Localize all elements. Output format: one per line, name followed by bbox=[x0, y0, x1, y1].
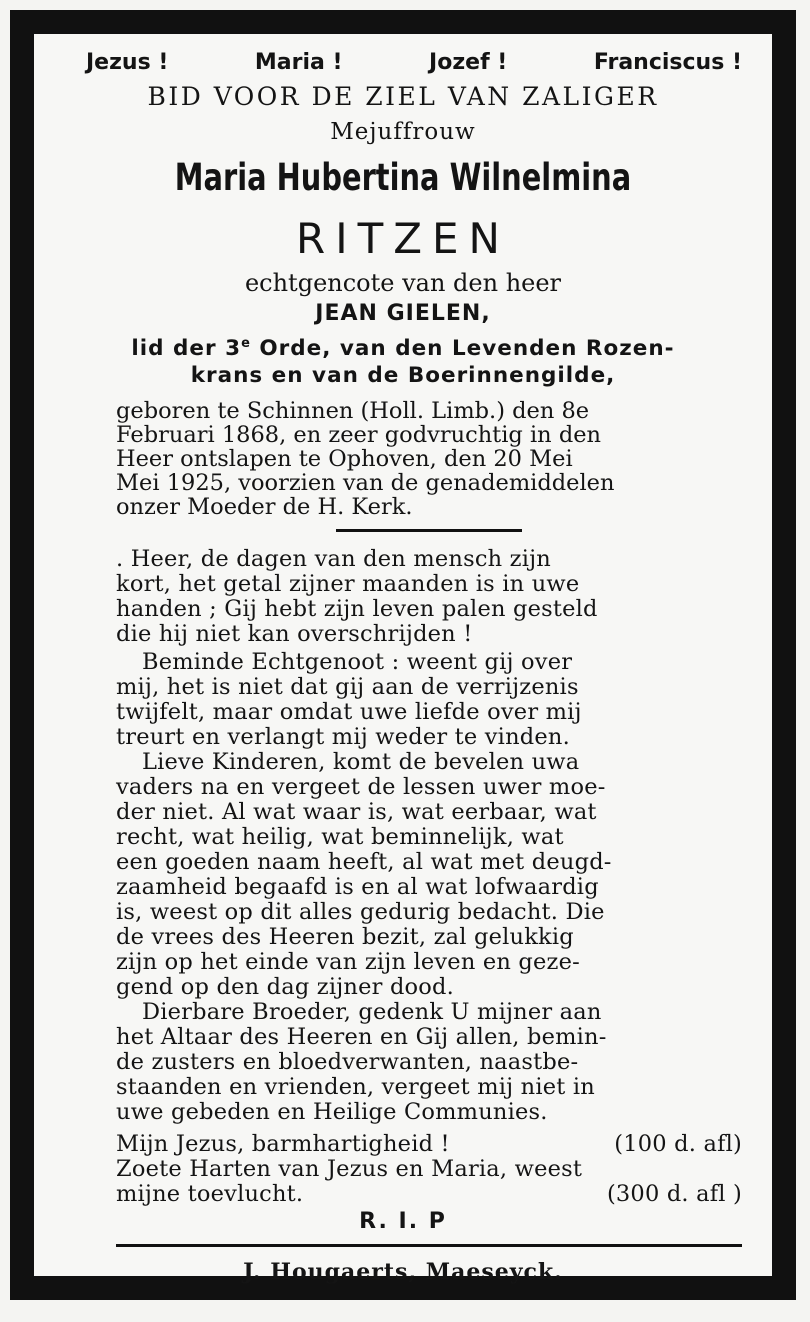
verse-line: Beminde Echtgenoot : weent gij over bbox=[142, 649, 573, 675]
indulgence-2-value: (300 d. afl ) bbox=[606, 1181, 742, 1207]
verse-line: een goeden naam heeft, al wat met deugd- bbox=[116, 849, 612, 875]
verse-line: Dierbare Broeder, gedenk U mijner aan bbox=[142, 999, 602, 1025]
bio-line: geboren te Schinnen (Holl. Limb.) den 8e bbox=[116, 398, 590, 424]
deceased-surname: RITZEN bbox=[296, 214, 510, 263]
verse-line: zijn op het einde van zijn leven en geze- bbox=[116, 949, 580, 975]
divider-short bbox=[336, 529, 522, 532]
verse-line: de vrees des Heeren bezit, zal gelukkig bbox=[116, 924, 574, 950]
verse-line: . Heer, de dagen van den mensch zijn bbox=[116, 546, 551, 572]
prayer-heading: BID VOOR DE ZIEL VAN ZALIGER bbox=[147, 82, 659, 111]
deceased-given-names: Maria Hubertina Wilnelmina bbox=[174, 156, 632, 199]
closing-rip: R. I. P bbox=[359, 1209, 447, 1234]
order-text-pre: lid der 3 bbox=[131, 336, 242, 361]
indulgence-2-text: mijne toevlucht. bbox=[116, 1181, 304, 1207]
mourning-card-border bbox=[10, 10, 796, 1300]
mourning-card bbox=[56, 48, 750, 1285]
invocation-franciscus: Franciscus ! bbox=[593, 50, 742, 75]
order-membership-line-2: krans en van de Boerinnengilde, bbox=[190, 363, 616, 388]
verse-line: staanden en vrienden, vergeet mij niet in bbox=[116, 1074, 595, 1100]
verse-line: recht, wat heilig, wat beminnelijk, wat bbox=[116, 824, 564, 850]
verse-line: treurt en verlangt mij weder te vinden. bbox=[116, 724, 570, 750]
divider-long bbox=[116, 1244, 742, 1247]
bio-line: Mei 1925, voorzien van de genademiddelen bbox=[116, 470, 615, 496]
verse-line: het Altaar des Heeren en Gij allen, bemin- bbox=[116, 1024, 607, 1050]
verse-line: zaamheid begaafd is en al wat lofwaardig bbox=[116, 874, 599, 900]
verse-line: kort, het getal zijner maanden is in uwe bbox=[116, 571, 580, 597]
verse-line: uwe gebeden en Heilige Communies. bbox=[116, 1099, 548, 1125]
verse-line: gend op den dag zijner dood. bbox=[116, 974, 454, 1000]
order-text-post: Orde, van den Levenden Rozen- bbox=[250, 336, 675, 361]
title-mejuffrouw: Mejuffrouw bbox=[330, 119, 476, 145]
spouse-intro: echtgencote van den heer bbox=[244, 269, 562, 297]
verse-line: vaders na en vergeet de lessen uwer moe- bbox=[116, 774, 606, 800]
order-superscript: e bbox=[241, 336, 251, 351]
printer-credit: J. Hougaerts, Maeseyck. bbox=[243, 1259, 563, 1285]
invocation-maria: Maria ! bbox=[254, 50, 343, 75]
verse-line: de zusters en bloedverwanten, naastbe- bbox=[116, 1049, 579, 1075]
invocation-jezus: Jezus ! bbox=[86, 50, 169, 75]
invocations-row bbox=[56, 50, 750, 75]
indulgence-line-3 bbox=[116, 1181, 742, 1207]
invocation-jozef: Jozef ! bbox=[429, 50, 508, 75]
indulgence-line-2: Zoete Harten van Jezus en Maria, weest bbox=[116, 1156, 583, 1182]
bio-line: onzer Moeder de H. Kerk. bbox=[116, 494, 413, 520]
order-membership-line-1 bbox=[56, 336, 750, 361]
bio-line: Februari 1868, en zeer godvruchtig in den bbox=[116, 422, 602, 448]
verse-line: mij, het is niet dat gij aan de verrijzenis bbox=[116, 674, 579, 700]
verse-line: handen ; Gij hebt zijn leven palen gesteld bbox=[116, 596, 598, 622]
verse-line: Lieve Kinderen, komt de bevelen uwa bbox=[142, 749, 580, 775]
indulgence-line-1 bbox=[116, 1131, 742, 1157]
indulgence-1-text: Mijn Jezus, barmhartigheid ! bbox=[116, 1131, 450, 1157]
bio-line: Heer ontslapen te Ophoven, den 20 Mei bbox=[116, 446, 573, 472]
verse-line: is, weest op dit alles gedurig bedacht. Die bbox=[116, 899, 605, 925]
verse-line: twijfelt, maar omdat uwe liefde over mij bbox=[116, 699, 582, 725]
verse-line: der niet. Al wat waar is, wat eerbaar, wat bbox=[116, 799, 597, 825]
verse-line: die hij niet kan overschrijden ! bbox=[116, 621, 473, 647]
indulgence-1-value: (100 d. afl) bbox=[614, 1131, 742, 1157]
spouse-name: JEAN GIELEN, bbox=[315, 301, 491, 326]
